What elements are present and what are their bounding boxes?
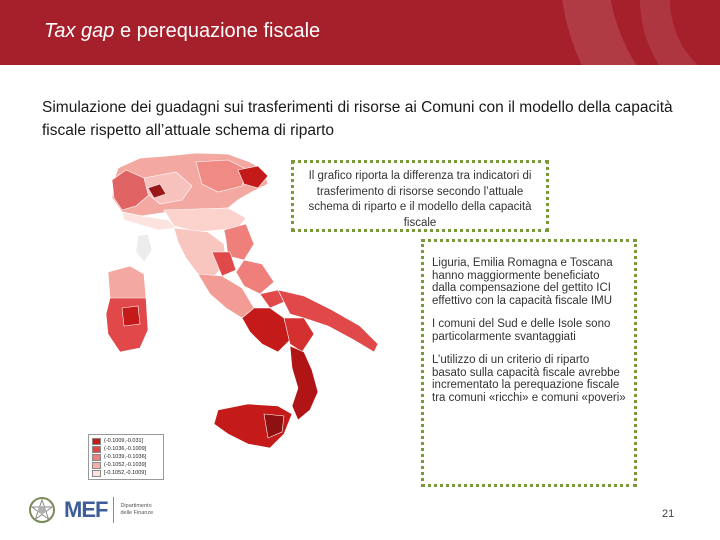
title-bar [0, 0, 720, 65]
finding-paragraph: Liguria, Emilia Romagna e Toscana hanno maggiormente beneficiato dalla compensazione del gettito ICI effettivo con la capacità fiscale IMU [432, 257, 613, 307]
slide-subtitle: Simulazione dei guadagni sui trasferimenti di risorse ai Comuni con il modello della capacità fiscale rispetto all’attuale schema di riparto [42, 99, 673, 139]
map-legend [88, 434, 164, 480]
legend-label: (-0.1036,-0.1009] [104, 446, 147, 452]
legend-row [92, 437, 160, 445]
legend-row [92, 461, 160, 469]
legend-label: (-0.1009,-0.031] [104, 438, 144, 444]
mef-logo [64, 497, 153, 523]
mef-logo-text: MEF [64, 497, 108, 522]
legend-swatch [92, 470, 101, 477]
map-region-calabria [290, 346, 318, 420]
slide-title-italic: Tax gap [44, 20, 115, 42]
legend-swatch [92, 446, 101, 453]
logo-divider [113, 497, 114, 523]
mef-logo-subtitle [120, 503, 153, 517]
map-region-campania [242, 308, 290, 352]
slide-title-rest: e perequazione fiscale [114, 20, 321, 42]
finding-paragraph: L’utilizzo di un criterio di riparto basato sulla capacità fiscale avrebbe incrementato la perequazione fiscale tra comuni «ricchi» e comuni «poveri» [432, 354, 626, 404]
page-number: 21 [662, 508, 675, 520]
legend-swatch [92, 462, 101, 469]
legend-label: (-0.1052,-0.1039] [104, 462, 147, 468]
map-corsica [136, 234, 152, 262]
italian-republic-emblem [27, 493, 57, 532]
callout-box-chart-description [291, 160, 549, 232]
mef-subtitle-line: Dipartimento [120, 503, 152, 509]
legend-label: (-0.1039,-0.1036] [104, 454, 147, 460]
legend-swatch [92, 454, 101, 461]
legend-label: [-0.1052,-0.1009] [104, 470, 146, 476]
callout-text: Il grafico riporta la differenza tra indicatori di trasferimento di risorse secondo l’attuale schema di riparto e il modello della capacità fiscale [308, 170, 532, 229]
mef-subtitle-line: delle Finanze [120, 510, 154, 516]
legend-row [92, 469, 160, 477]
map-region-basilicata [284, 318, 314, 352]
finding-paragraph: I comuni del Sud e delle Isole sono particolarmente svantaggiati [432, 318, 611, 343]
slide-title [44, 20, 320, 43]
legend-swatch [92, 438, 101, 445]
callout-box-findings [421, 239, 637, 487]
map-region-sardinia-centre [122, 306, 140, 326]
legend-row [92, 445, 160, 453]
legend-row [92, 453, 160, 461]
